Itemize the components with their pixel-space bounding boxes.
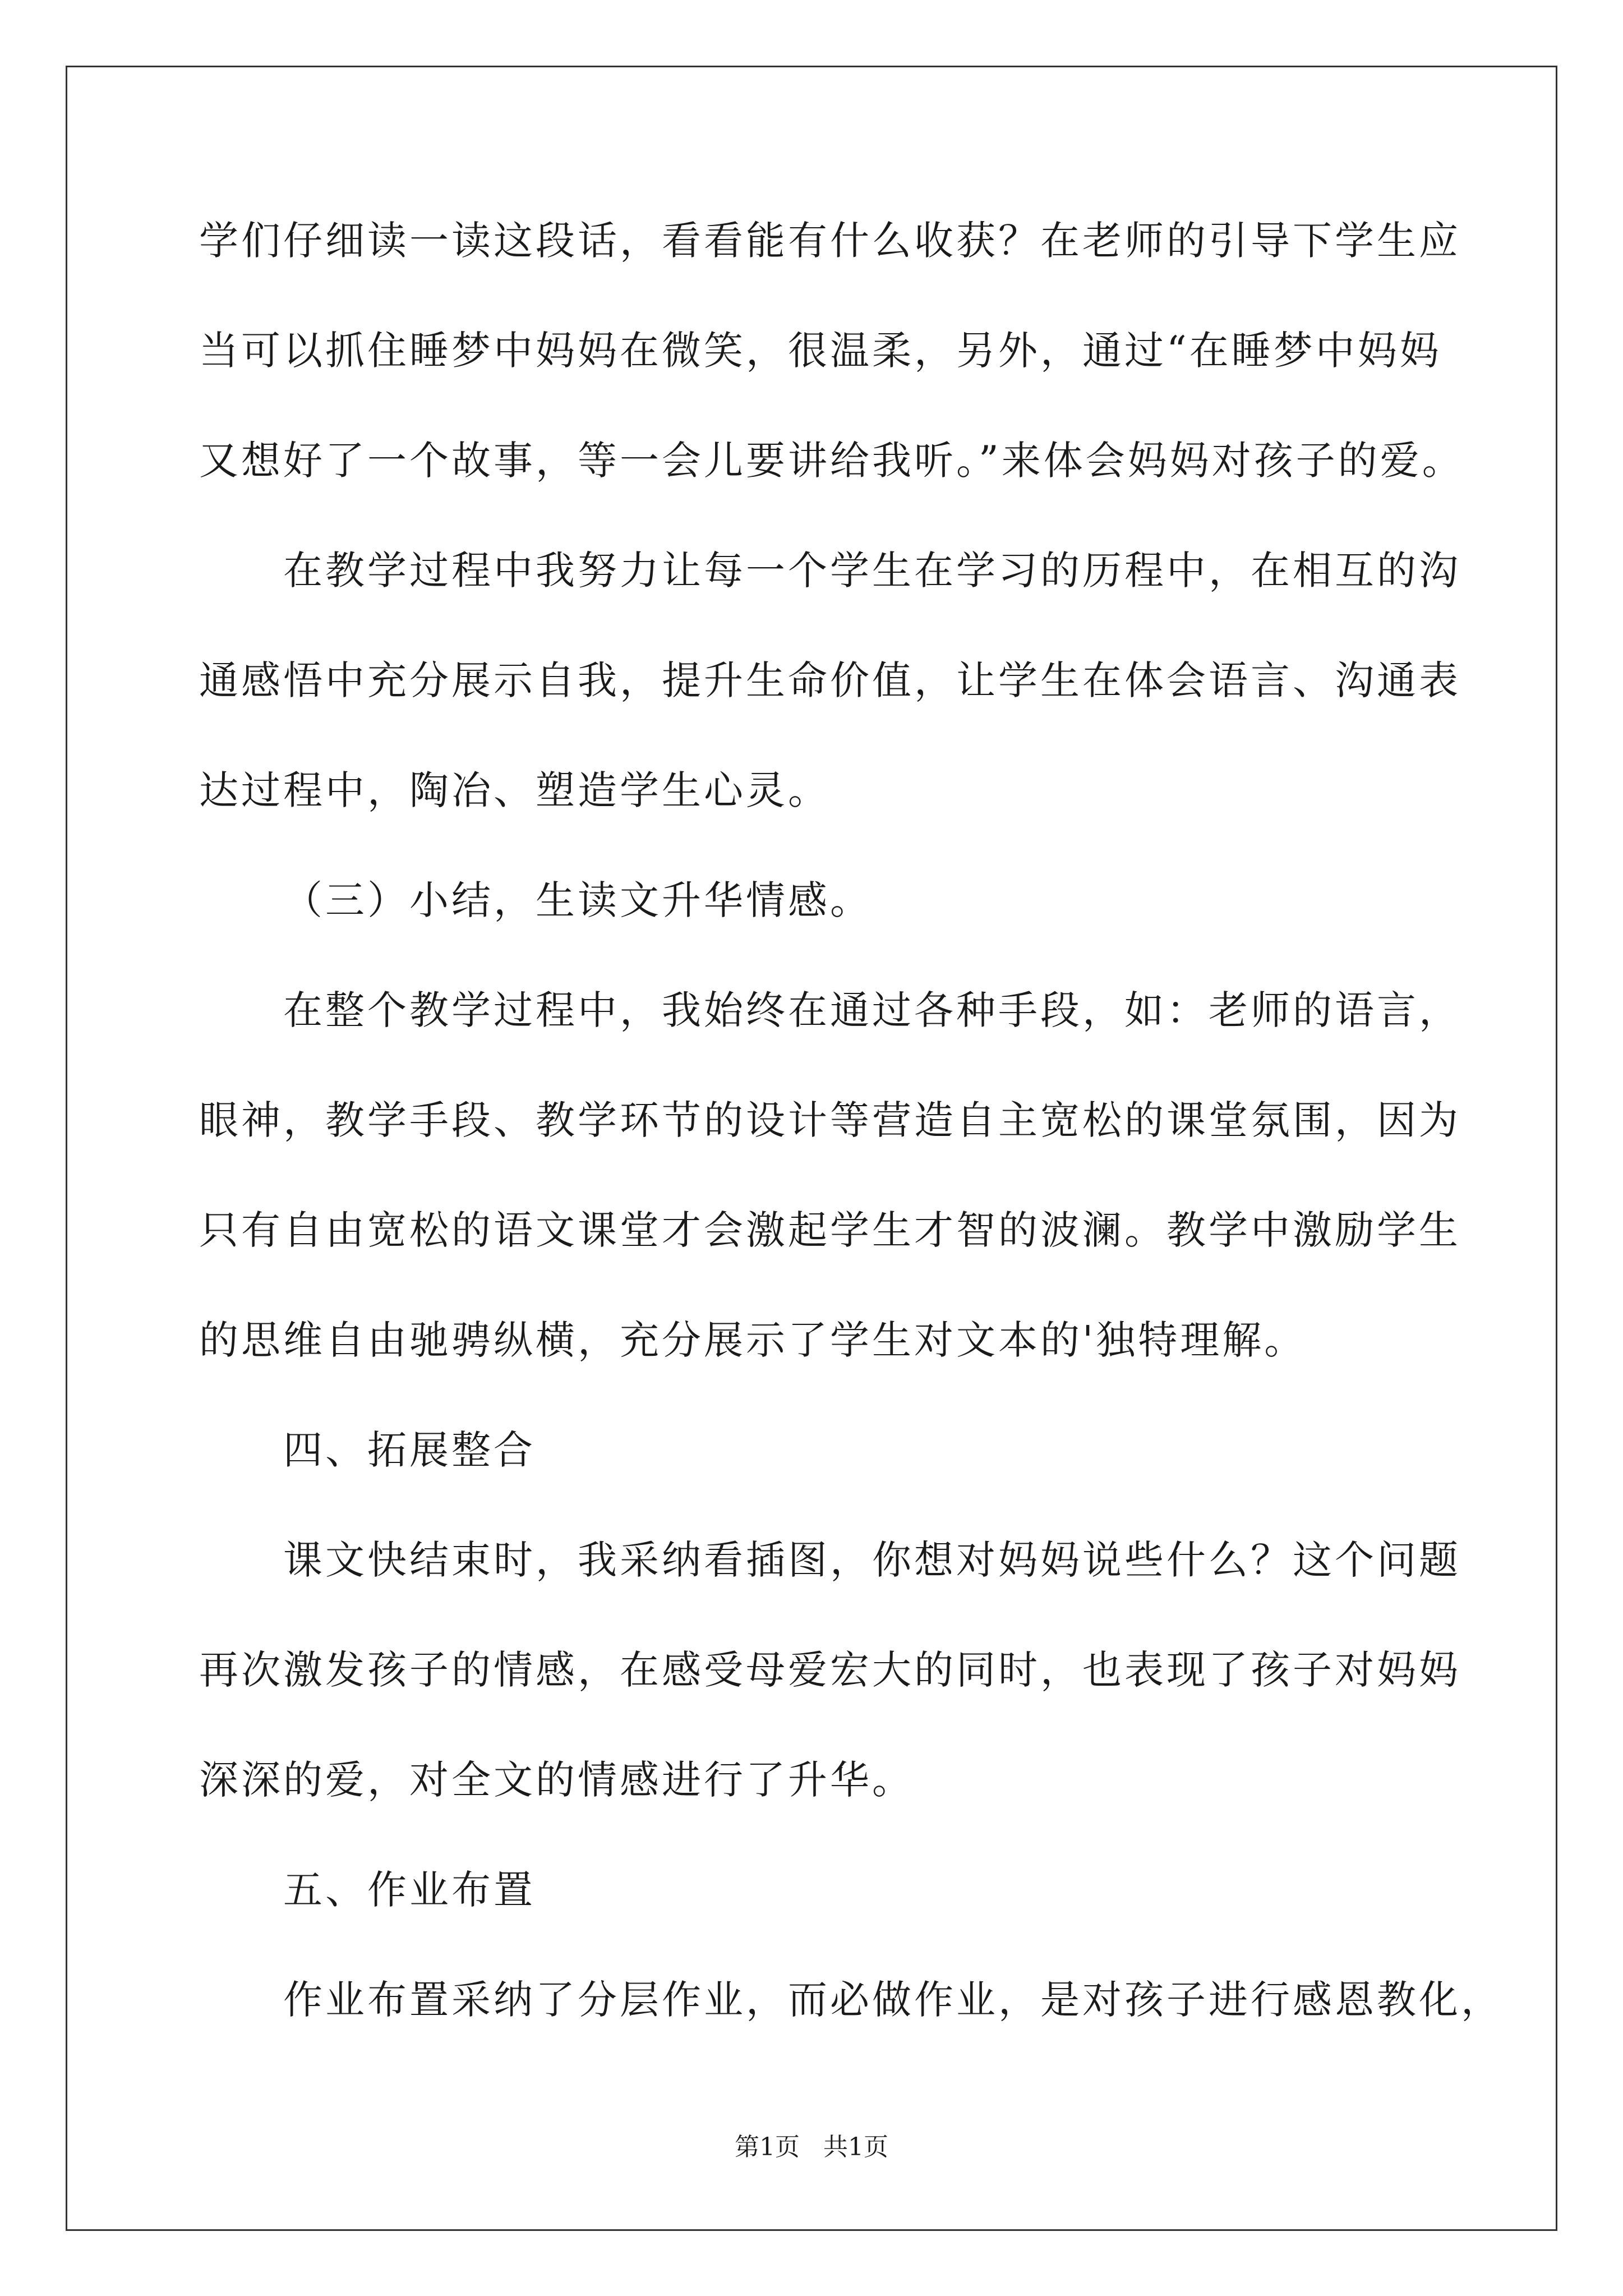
section-heading: 四、拓展整合	[283, 1427, 536, 1473]
section-heading: 五、作业布置	[283, 1867, 536, 1913]
text-line: 眼神，教学手段、教学环节的设计等营造自主宽松的课堂氛围，因为	[199, 1097, 1461, 1143]
text-line: 达过程中，陶冶、塑造学生心灵。	[199, 767, 830, 813]
document-body	[199, 208, 1503, 2077]
section-heading: （三）小结，生读文升华情感。	[283, 877, 872, 923]
paragraph-start-line: 作业布置采纳了分层作业，而必做作业，是对孩子进行感恩教化，	[283, 1977, 1503, 2023]
text-line: 只有自由宽松的语文课堂才会激起学生才智的波澜。教学中激励学生	[199, 1207, 1461, 1253]
text-line: 当可以抓住睡梦中妈妈在微笑，很温柔，另外，通过“在睡梦中妈妈	[199, 328, 1442, 374]
text-line: 深深的爱，对全文的情感进行了升华。	[199, 1757, 914, 1803]
text-line: 再次激发孩子的情感，在感受母爱宏大的同时，也表现了孩子对妈妈	[199, 1647, 1461, 1693]
paragraph-start-line: 课文快结束时，我采纳看插图，你想对妈妈说些什么？这个问题	[283, 1537, 1461, 1583]
paragraph-start-line: 在整个教学过程中，我始终在通过各种手段，如：老师的语言，	[283, 987, 1461, 1033]
text-line: 学们仔细读一读这段话，看看能有什么收获？在老师的引导下学生应	[199, 218, 1461, 264]
text-line: 的思维自由驰骋纵横，充分展示了学生对文本的'独特理解。	[199, 1317, 1307, 1363]
paragraph-start-line: 在教学过程中我努力让每一个学生在学习的历程中，在相互的沟	[283, 547, 1461, 593]
text-line: 又想好了一个故事，等一会儿要讲给我听。”来体会妈妈对孩子的爱。	[199, 438, 1464, 484]
text-line: 通感悟中充分展示自我，提升生命价值，让学生在体会语言、沟通表	[199, 657, 1461, 703]
page-footer: 第1页 共1页	[735, 2133, 888, 2161]
